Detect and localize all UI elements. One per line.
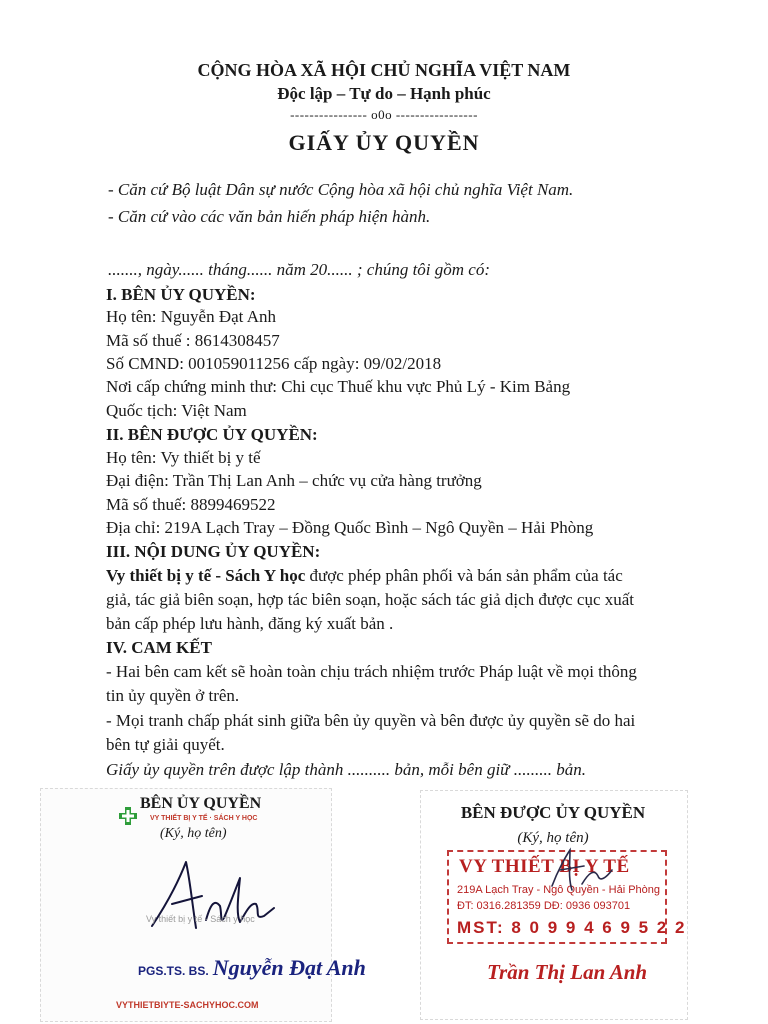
commitment-line: bên tự giải quyết. bbox=[106, 735, 225, 754]
field-line: Họ tên: Nguyễn Đạt Anh bbox=[106, 307, 276, 326]
date-line: ......., ngày...... tháng...... năm 20...... ; chúng tôi gồm có: bbox=[108, 260, 490, 279]
signer-name: Nguyễn Đạt Anh bbox=[212, 955, 366, 980]
signer-title-prefix: PGS.TS. BS. bbox=[138, 964, 209, 978]
header-divider: ---------------- o0o ----------------- bbox=[290, 107, 478, 122]
field-line: Mã số thuế: 8899469522 bbox=[106, 495, 276, 514]
basis-line: - Căn cứ Bộ luật Dân sự nước Cộng hòa xã hội chủ nghĩa Việt Nam. bbox=[108, 180, 574, 199]
content-line: bản cấp phép lưu hành, đăng ký xuất bản . bbox=[106, 614, 394, 633]
stamp-tax-code: MST: 8 0 9 9 4 6 9 5 2 2 bbox=[457, 918, 687, 937]
authorized-party-name: Vy thiết bị y tế - Sách Y học bbox=[106, 566, 306, 585]
left-signer-name bbox=[138, 955, 366, 981]
field-line: Họ tên: Vy thiết bị y tế bbox=[106, 448, 261, 467]
watermark-text: Vy thiết bị y tế - Sách y học bbox=[146, 914, 255, 924]
medical-cross-logo-icon bbox=[118, 806, 138, 826]
left-handwritten-signature bbox=[150, 858, 280, 943]
field-line: Địa chỉ: 219A Lạch Tray – Đồng Quốc Bình – Ngô Quyền – Hải Phòng bbox=[106, 518, 594, 537]
field-line: Mã số thuế : 8614308457 bbox=[106, 331, 280, 350]
right-handwritten-signature bbox=[548, 846, 618, 901]
website-text: VYTHIETBIYTE-SACHYHOC.COM bbox=[116, 1000, 259, 1010]
section-heading: III. NỘI DUNG ỦY QUYỀN: bbox=[106, 542, 321, 561]
field-line: Số CMND: 001059011256 cấp ngày: 09/02/2018 bbox=[106, 354, 442, 373]
motto: Độc lập – Tự do – Hạnh phúc bbox=[277, 84, 491, 103]
left-signature-subtitle: (Ký, họ tên) bbox=[160, 826, 227, 841]
field-line: Nơi cấp chứng minh thư: Chi cục Thuế khu vực Phủ Lý - Kim Bảng bbox=[106, 377, 571, 396]
commitment-line: - Mọi tranh chấp phát sinh giữa bên ủy quyền và bên được ủy quyền sẽ do hai bbox=[106, 711, 636, 730]
logo-text: VY THIẾT BỊ Y TẾ · SÁCH Y HỌC bbox=[150, 815, 258, 822]
field-line: Quốc tịch: Việt Nam bbox=[106, 401, 247, 420]
section-heading: I. BÊN ỦY QUYỀN: bbox=[106, 285, 256, 304]
country-name: CỘNG HÒA XÃ HỘI CHỦ NGHĨA VIỆT NAM bbox=[197, 60, 571, 80]
content-line bbox=[106, 566, 623, 586]
stamp-address: 219A Lạch Tray - Ngô Quyền - Hải Phòng bbox=[457, 884, 661, 896]
copies-line: Giấy ủy quyền trên được lập thành .......... bản, mỗi bên giữ ......... bản. bbox=[106, 760, 586, 779]
stamp-title: VY THIẾT BỊ Y TẾ bbox=[459, 856, 630, 877]
section-heading: IV. CAM KẾT bbox=[106, 638, 212, 657]
right-signature-subtitle: (Ký, họ tên) bbox=[517, 830, 589, 846]
basis-line: - Căn cứ vào các văn bản hiến pháp hiện hành. bbox=[108, 207, 431, 226]
stamp-phones: ĐT: 0316.281359 DĐ: 0936 093701 bbox=[457, 900, 631, 912]
left-signature-title: BÊN ỦY QUYỀN bbox=[140, 795, 262, 812]
content-line: giả, tác giả biên soạn, hợp tác biên soạn, hoặc sách tác giả dịch được cục xuất bbox=[106, 590, 635, 609]
section-heading: II. BÊN ĐƯỢC ỦY QUYỀN: bbox=[106, 425, 318, 444]
field-line: Đại điện: Trần Thị Lan Anh – chức vụ cửa hàng trưởng bbox=[106, 471, 482, 490]
document-title: GIẤY ỦY QUYỀN bbox=[288, 130, 480, 155]
right-signer-name: Trần Thị Lan Anh bbox=[487, 960, 648, 984]
content-text: được phép phân phối và bán sản phẩm của tác bbox=[305, 566, 623, 585]
commitment-line: tin ủy quyền ở trên. bbox=[106, 686, 240, 705]
commitment-line: - Hai bên cam kết sẽ hoàn toàn chịu trách nhiệm trước Pháp luật về mọi thông bbox=[106, 662, 637, 681]
right-signature-title: BÊN ĐƯỢC ỦY QUYỀN bbox=[460, 803, 646, 822]
